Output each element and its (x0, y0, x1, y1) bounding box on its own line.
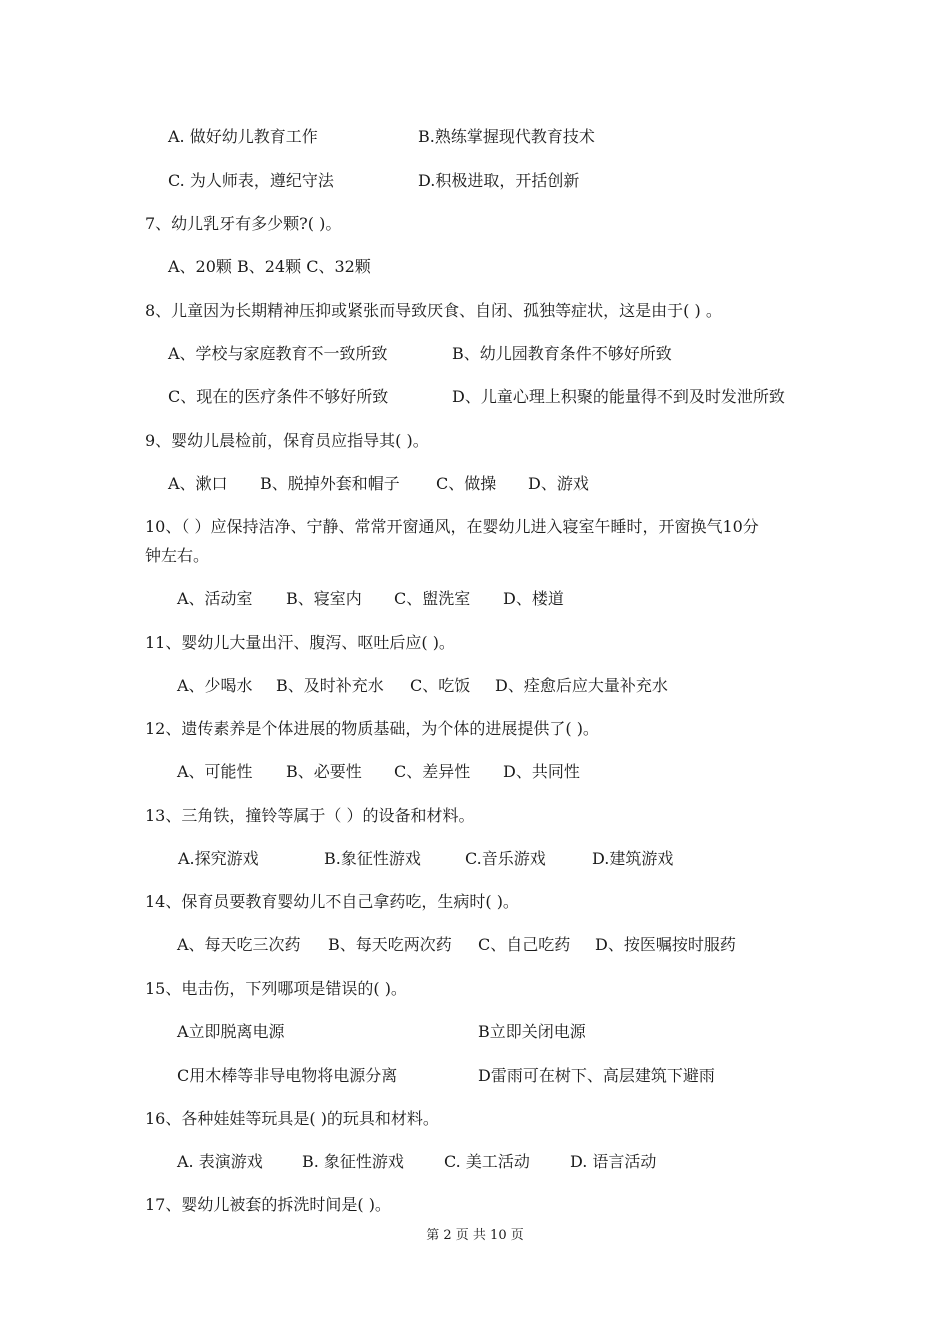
q13-option-c: C.音乐游戏 (465, 849, 546, 868)
q12-option-b: B、必要性 (286, 762, 362, 781)
q14-option-a: A、每天吃三次药 (177, 935, 301, 954)
q6-option-c: C. 为人师表，遵纪守法 (168, 171, 334, 190)
q8-option-c: C、现在的医疗条件不够好所致 (168, 387, 389, 406)
q10-text-line2: 钟左右。 (145, 546, 210, 565)
q10-option-a: A、活动室 (177, 589, 253, 608)
q9-option-d: D、游戏 (528, 474, 589, 493)
q16-option-a: A. 表演游戏 (177, 1152, 263, 1171)
q11-option-b: B、及时补充水 (276, 676, 384, 695)
q7-options: A、20颗 B、24颗 C、32颗 (168, 257, 371, 276)
q9-option-b: B、脱掉外套和帽子 (260, 474, 400, 493)
q16-option-d: D. 语言活动 (570, 1152, 657, 1171)
q12-option-a: A、可能性 (177, 762, 253, 781)
q6-option-d: D.积极进取，开括创新 (418, 171, 580, 190)
q15-option-d: D雷雨可在树下、高层建筑下避雨 (478, 1066, 715, 1085)
q13-option-b: B.象征性游戏 (324, 849, 421, 868)
q11-option-d: D、痊愈后应大量补充水 (495, 676, 668, 695)
q13-option-a: A.探究游戏 (178, 849, 259, 868)
q13-text: 13、三角铁，撞铃等属于（ ）的设备和材料。 (145, 806, 475, 825)
q14-option-d: D、按医嘱按时服药 (595, 935, 736, 954)
q16-text: 16、各种娃娃等玩具是( )的玩具和材料。 (145, 1109, 439, 1128)
q15-option-b: B立即关闭电源 (478, 1022, 586, 1041)
q15-option-c: C用木棒等非导电物将电源分离 (177, 1066, 398, 1085)
q10-text-line1: 10、（ ）应保持洁净、宁静、常常开窗通风，在婴幼儿进入寝室午睡时，开窗换气10分 (145, 517, 759, 536)
q14-text: 14、保育员要教育婴幼儿不自己拿药吃，生病时( )。 (145, 892, 519, 911)
q10-option-b: B、寝室内 (286, 589, 362, 608)
q16-option-b: B. 象征性游戏 (302, 1152, 404, 1171)
q12-option-c: C、差异性 (394, 762, 471, 781)
q6-option-a: A. 做好幼儿教育工作 (168, 127, 318, 146)
q17-text: 17、婴幼儿被套的拆洗时间是( )。 (145, 1195, 391, 1214)
q11-option-c: C、吃饭 (410, 676, 471, 695)
q8-option-b: B、幼儿园教育条件不够好所致 (452, 344, 672, 363)
q16-option-c: C. 美工活动 (444, 1152, 530, 1171)
q15-option-a: A立即脱离电源 (177, 1022, 285, 1041)
q15-text: 15、电击伤，下列哪项是错误的( )。 (145, 979, 407, 998)
q11-option-a: A、少喝水 (177, 676, 253, 695)
page-number: 第 2 页 共 10 页 (426, 1228, 524, 1243)
q14-option-c: C、自己吃药 (478, 935, 571, 954)
q14-option-b: B、每天吃两次药 (328, 935, 452, 954)
q6-option-b: B.熟练掌握现代教育技术 (418, 127, 595, 146)
q11-text: 11、婴幼儿大量出汗、腹泻、呕吐后应( )。 (145, 633, 455, 652)
q12-option-d: D、共同性 (503, 762, 580, 781)
q8-text: 8、儿童因为长期精神压抑或紧张而导致厌食、自闭、孤独等症状，这是由于( ) 。 (145, 301, 722, 320)
q7-text: 7、幼儿乳牙有多少颗?( )。 (145, 214, 342, 233)
q9-option-c: C、做操 (436, 474, 497, 493)
q8-option-d: D、儿童心理上积聚的能量得不到及时发泄所致 (452, 387, 785, 406)
q13-option-d: D.建筑游戏 (592, 849, 674, 868)
q9-option-a: A、漱口 (168, 474, 228, 493)
q10-option-d: D、楼道 (503, 589, 564, 608)
q10-option-c: C、盥洗室 (394, 589, 471, 608)
q12-text: 12、遗传素养是个体进展的物质基础，为个体的进展提供了( )。 (145, 719, 599, 738)
q8-option-a: A、学校与家庭教育不一致所致 (168, 344, 388, 363)
q9-text: 9、婴幼儿晨检前，保育员应指导其( )。 (145, 431, 429, 450)
